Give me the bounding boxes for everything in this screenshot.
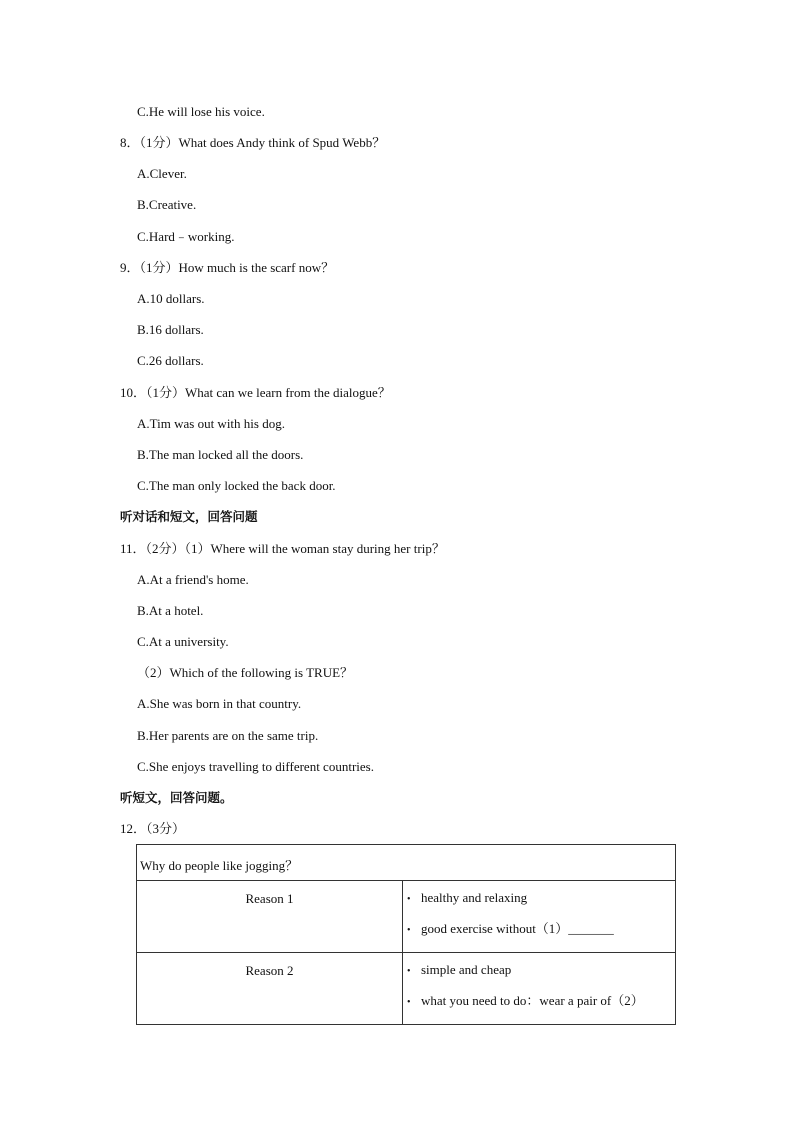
reason-cell	[137, 881, 403, 953]
table-header-cell	[137, 845, 676, 881]
question-8: 8．（1分）What does Andy think of Spud Webb？	[120, 135, 386, 150]
table-header-row	[137, 845, 676, 881]
q8-option-b: B.Creative.	[137, 197, 197, 212]
table-header-text: Why do people like jogging？	[140, 858, 299, 873]
q11-1-option-c: C.At a university.	[137, 634, 229, 649]
bullet-icon: •	[407, 997, 411, 1008]
section-heading-passage: 听短文，回答问题。	[120, 790, 233, 805]
question-9: 9．（1分）How much is the scarf now？	[120, 260, 335, 275]
q10-option-c: C.The man only locked the back door.	[137, 478, 336, 493]
bullet-text: healthy and relaxing	[421, 890, 528, 905]
section-heading-dialogue: 听对话和短文，回答问题	[120, 509, 258, 524]
q8-option-c: C.Hard﹣working.	[137, 229, 235, 244]
jogging-table	[136, 844, 676, 1025]
bullet-point	[403, 881, 675, 921]
q11-2-option-a: A.She was born in that country.	[137, 696, 302, 711]
q7-option-c: C.He will lose his voice.	[137, 104, 265, 119]
bullet-point	[403, 993, 675, 1024]
q11-2-option-b: B.Her parents are on the same trip.	[137, 728, 319, 743]
bullet-icon: •	[407, 925, 411, 936]
bullet-icon: •	[407, 966, 411, 977]
question-11: 11．（2分）（1）Where will the woman stay during her trip？	[120, 541, 445, 556]
question-11-part-2: （2）Which of the following is TRUE？	[137, 665, 354, 680]
bullet-text: what you need to do：wear a pair of（2）	[421, 993, 644, 1008]
q11-2-option-c: C.She enjoys travelling to different countries.	[137, 759, 374, 774]
table-row	[137, 881, 676, 953]
q9-option-c: C.26 dollars.	[137, 353, 204, 368]
bullet-point	[403, 921, 675, 952]
q11-1-option-a: A.At a friend's home.	[137, 572, 249, 587]
question-12: 12．（3分）	[120, 821, 186, 836]
reason-label: Reason 1	[245, 891, 294, 906]
table-row	[137, 953, 676, 1025]
reason-cell	[137, 953, 403, 1025]
bullet-text: good exercise without（1）_______	[421, 921, 614, 936]
reason-points-cell	[403, 881, 676, 953]
q10-option-a: A.Tim was out with his dog.	[137, 416, 285, 431]
q8-option-a: A.Clever.	[137, 166, 187, 181]
q9-option-b: B.16 dollars.	[137, 322, 204, 337]
bullet-text: simple and cheap	[421, 962, 512, 977]
reason-label: Reason 2	[245, 963, 294, 978]
bullet-icon: •	[407, 894, 411, 905]
q9-option-a: A.10 dollars.	[137, 291, 205, 306]
bullet-point	[403, 953, 675, 993]
reason-points-cell	[403, 953, 676, 1025]
q11-1-option-b: B.At a hotel.	[137, 603, 204, 618]
q10-option-b: B.The man locked all the doors.	[137, 447, 304, 462]
question-10: 10．（1分）What can we learn from the dialogue？	[120, 385, 391, 400]
